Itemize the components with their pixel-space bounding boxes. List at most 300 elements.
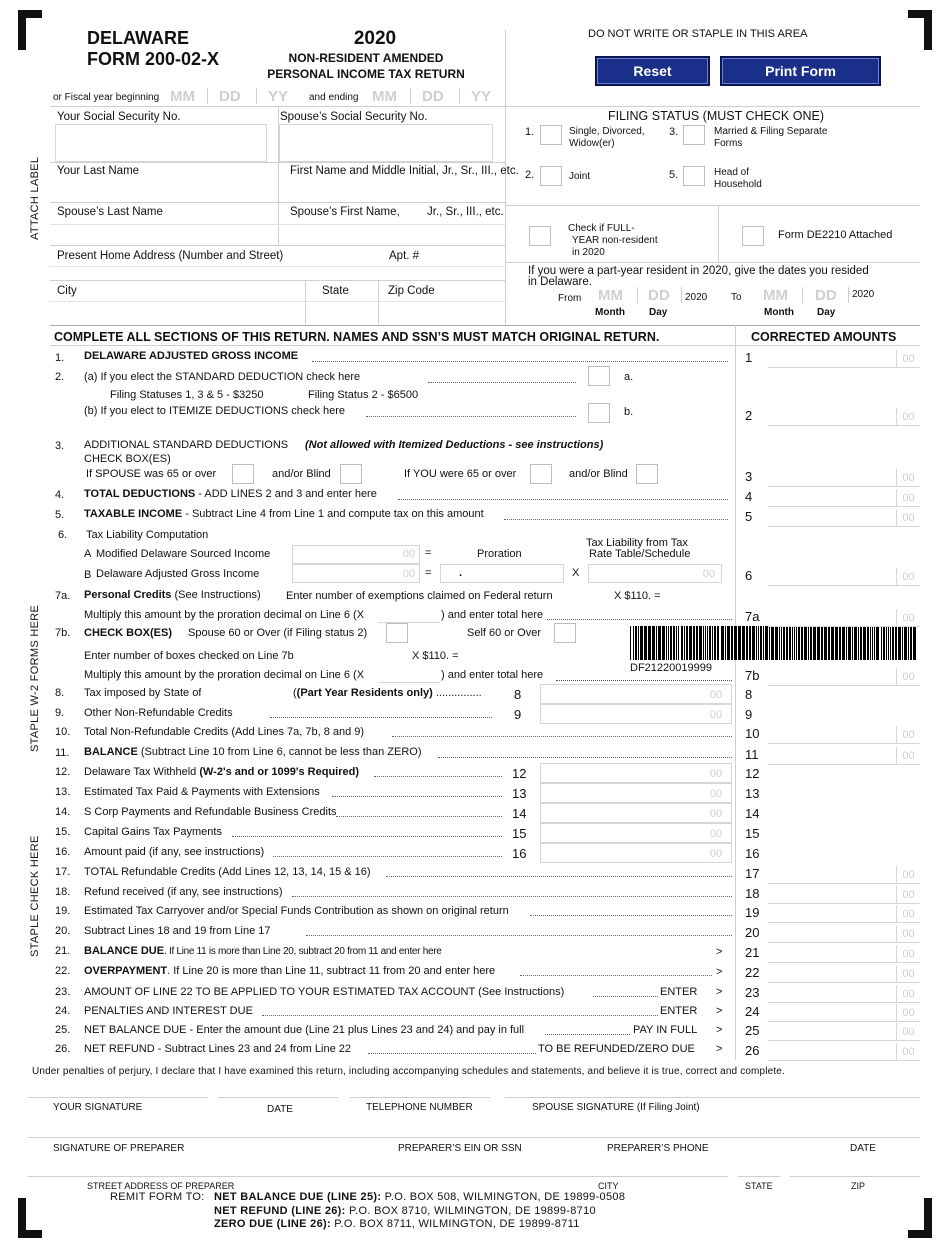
de2210-checkbox[interactable] bbox=[742, 226, 764, 246]
perjury-statement: Under penalties of perjury, I declare that I have examined this return, including accompanying schedules and statements, and believe it is true, correct and complete. bbox=[32, 1066, 785, 1077]
barcode-bar bbox=[792, 626, 793, 660]
barcode-bar bbox=[712, 626, 713, 660]
corrected-line-number: 4 bbox=[745, 489, 753, 504]
grid-line bbox=[718, 205, 719, 262]
standard-deduction-checkbox[interactable] bbox=[588, 366, 610, 386]
part-year-text-2: in Delaware. bbox=[528, 276, 592, 288]
you-65-checkbox[interactable] bbox=[530, 464, 552, 484]
corrected-line-number: 19 bbox=[745, 905, 760, 920]
signature-line bbox=[505, 1097, 920, 1098]
cents-field[interactable]: 00 bbox=[896, 886, 920, 904]
line-25-num: 25. bbox=[55, 1024, 71, 1036]
barcode-bar bbox=[633, 626, 634, 660]
barcode-bar bbox=[810, 626, 812, 660]
line-8-note bbox=[293, 687, 482, 699]
cents-field[interactable]: 00 bbox=[896, 509, 920, 527]
line-6-times: X bbox=[572, 567, 580, 579]
line-6b-letter: B bbox=[84, 569, 92, 581]
line-7a-bold: Personal Credits bbox=[84, 589, 172, 601]
cents-field[interactable]: 00 bbox=[896, 469, 920, 487]
fiscal-divider bbox=[459, 88, 460, 104]
barcode-bar bbox=[714, 626, 716, 660]
leader-dot-line bbox=[593, 996, 658, 997]
corrected-line-number: 3 bbox=[745, 469, 753, 484]
leader-dot-line bbox=[366, 416, 576, 417]
spouse-signature-label: SPOUSE SIGNATURE (If Filing Joint) bbox=[532, 1102, 700, 1113]
barcode-bar bbox=[854, 626, 857, 660]
line-10-num: 10. bbox=[55, 726, 71, 738]
corrected-line-number: 9 bbox=[745, 707, 753, 722]
barcode-bar bbox=[771, 626, 774, 660]
cents-field[interactable]: 00 bbox=[896, 866, 920, 884]
line-6-liability-cents: 00 bbox=[702, 568, 716, 580]
corner-mark-tr-v bbox=[924, 10, 932, 50]
barcode-bar bbox=[786, 626, 788, 660]
line-12-text: Delaware Tax Withheld bbox=[84, 766, 200, 778]
barcode-bar bbox=[908, 626, 909, 660]
line-4-label bbox=[84, 488, 377, 500]
corrected-amount-input[interactable] bbox=[768, 965, 920, 983]
leader-dot-line bbox=[428, 382, 576, 383]
barcode-bar bbox=[876, 626, 879, 660]
line-25-end: PAY IN FULL bbox=[633, 1024, 698, 1036]
line-7a-num: 7a. bbox=[55, 590, 71, 602]
line-18-num: 18. bbox=[55, 886, 71, 898]
telephone-label: TELEPHONE NUMBER bbox=[366, 1102, 473, 1113]
barcode-bar bbox=[676, 626, 677, 660]
from-label: From bbox=[558, 293, 582, 304]
leader-dot-line bbox=[547, 619, 732, 620]
fiscal-end-dd[interactable]: DD bbox=[422, 88, 444, 105]
leader-dot-line bbox=[520, 975, 712, 976]
corrected-amount-input[interactable] bbox=[768, 668, 920, 686]
barcode-bar bbox=[742, 626, 745, 660]
grid-line bbox=[50, 280, 505, 281]
barcode-bar bbox=[796, 626, 797, 660]
line-26-num: 26. bbox=[55, 1043, 71, 1055]
corrected-amount-input[interactable] bbox=[768, 408, 920, 426]
from-day[interactable]: DD bbox=[648, 287, 670, 304]
subtotal-line-number: 13 bbox=[512, 786, 527, 801]
preparer-signature-label: SIGNATURE OF PREPARER bbox=[53, 1143, 185, 1154]
cents-field[interactable]: 00 bbox=[709, 709, 723, 721]
spouse-blind-checkbox[interactable] bbox=[340, 464, 362, 484]
line-24-label: PENALTIES AND INTEREST DUE bbox=[84, 1005, 253, 1017]
barcode-bar bbox=[890, 626, 891, 660]
grid-line bbox=[50, 325, 920, 326]
line-4-bold: TOTAL DEDUCTIONS bbox=[84, 488, 196, 500]
subtotal-amount-input[interactable] bbox=[540, 704, 732, 724]
corrected-amount-input[interactable] bbox=[768, 1023, 920, 1041]
corrected-amount-input[interactable] bbox=[768, 866, 920, 884]
fiscal-begin-dd[interactable]: DD bbox=[219, 88, 241, 105]
line-26-label: NET REFUND - Subtract Lines 23 and 24 from Line 22 bbox=[84, 1043, 351, 1055]
date-divider bbox=[681, 287, 682, 303]
first-name-input[interactable] bbox=[280, 180, 504, 202]
line-7b-dots bbox=[556, 680, 732, 681]
corner-mark-tl-v bbox=[18, 10, 26, 50]
arrow-25: > bbox=[716, 1024, 723, 1036]
cents-field[interactable]: 00 bbox=[896, 945, 920, 963]
corrected-amount-input[interactable] bbox=[768, 1043, 920, 1061]
spouse-ssn-label: Spouse’s Social Security No. bbox=[280, 111, 428, 123]
cents-field[interactable]: 00 bbox=[896, 350, 920, 368]
line-7b-num: 7b. bbox=[55, 627, 71, 639]
barcode-bar bbox=[828, 626, 830, 660]
leader-dot-line bbox=[232, 836, 502, 837]
subtotal-line-number: 15 bbox=[512, 826, 527, 841]
leader-dot-line bbox=[336, 816, 502, 817]
fiscal-begin-yy[interactable]: YY bbox=[268, 88, 289, 105]
spouse-ssn-input[interactable] bbox=[279, 124, 493, 162]
barcode-bar bbox=[779, 626, 780, 660]
line-7a-see: (See Instructions) bbox=[171, 589, 261, 601]
subtotal-amount-input[interactable] bbox=[540, 823, 732, 843]
corrected-amount-input[interactable] bbox=[768, 925, 920, 943]
cents-field[interactable]: 00 bbox=[896, 609, 920, 627]
leader-dot-line bbox=[392, 736, 732, 737]
remit-3-addr: P.O. BOX 8711, WILMINGTON, DE 19899-8711 bbox=[330, 1218, 580, 1230]
subtotal-amount-input[interactable] bbox=[540, 763, 732, 783]
grid-line bbox=[50, 106, 920, 107]
self-60-checkbox[interactable] bbox=[554, 623, 576, 643]
filing-opt5-label: Head of bbox=[714, 167, 750, 178]
cents-field[interactable]: 00 bbox=[896, 1043, 920, 1061]
line-5-rest: - Subtract Line 4 from Line 1 and compute tax on this amount bbox=[182, 508, 484, 520]
filing-status-5-checkbox[interactable] bbox=[683, 166, 705, 186]
corrected-line-number: 1 bbox=[745, 350, 753, 365]
line-6a-label: Modified Delaware Sourced Income bbox=[96, 548, 271, 560]
staple-check-side: STAPLE CHECK HERE bbox=[29, 835, 41, 957]
zip-footer-label: ZIP bbox=[851, 1181, 866, 1191]
cents-field[interactable]: 00 bbox=[896, 965, 920, 983]
corrected-amount-input[interactable] bbox=[768, 489, 920, 507]
itemize-deductions-checkbox[interactable] bbox=[588, 403, 610, 423]
line-7b-times: X $110. = bbox=[412, 650, 459, 662]
barcode-bar bbox=[798, 626, 800, 660]
subtotal-amount-input[interactable] bbox=[540, 783, 732, 803]
ssn-input[interactable] bbox=[55, 124, 267, 162]
reset-button[interactable]: Reset bbox=[595, 56, 710, 86]
spouse-65-checkbox[interactable] bbox=[232, 464, 254, 484]
barcode-bar bbox=[804, 626, 807, 660]
cents-field[interactable]: 00 bbox=[896, 1023, 920, 1041]
cents-field[interactable]: 00 bbox=[896, 905, 920, 923]
preparer-date-label: DATE bbox=[850, 1143, 876, 1154]
line-5-num: 5. bbox=[55, 509, 65, 521]
subtotal-amount-input[interactable] bbox=[540, 684, 732, 704]
fiscal-begin-mm[interactable]: MM bbox=[170, 88, 195, 105]
barcode-bar bbox=[846, 626, 847, 660]
line-11-bold: BALANCE bbox=[84, 746, 138, 758]
proration-decimal-point: . bbox=[459, 567, 463, 579]
cents-field[interactable]: 00 bbox=[709, 848, 723, 860]
remit-3-bold: ZERO DUE (LINE 26): bbox=[214, 1218, 331, 1230]
barcode-bar bbox=[801, 626, 803, 660]
form-number: FORM 200-02-X bbox=[87, 49, 220, 69]
line-7b-multiply: Multiply this amount by the proration decimal on Line 6 (X bbox=[84, 669, 365, 681]
line-23-label: AMOUNT OF LINE 22 TO BE APPLIED TO YOUR ESTIMATED TAX ACCOUNT (See Instructions) bbox=[84, 986, 565, 998]
line-10-label: Total Non-Refundable Credits (Add Lines 7a, 7b, 8 and 9) bbox=[84, 726, 365, 738]
barcode-bar bbox=[808, 626, 809, 660]
corrected-line-number: 14 bbox=[745, 806, 760, 821]
line-21-label bbox=[84, 945, 714, 957]
barcode-bar bbox=[758, 626, 759, 660]
grid-line bbox=[50, 202, 505, 203]
line-16-num: 16. bbox=[55, 846, 71, 858]
cents-field[interactable]: 00 bbox=[709, 768, 723, 780]
barcode-bar bbox=[734, 626, 737, 660]
to-day-caption: Day bbox=[817, 307, 836, 318]
line-3-you-65: If YOU were 65 or over bbox=[404, 468, 517, 480]
filing-opt2-label: Joint bbox=[569, 171, 591, 182]
to-month-caption: Month bbox=[764, 307, 794, 318]
full-year-label-3: in 2020 bbox=[572, 247, 605, 258]
corrected-line-number: 18 bbox=[745, 886, 760, 901]
corrected-amount-input[interactable] bbox=[768, 945, 920, 963]
corrected-amount-input[interactable] bbox=[768, 509, 920, 527]
line-6-proration: Proration bbox=[477, 548, 522, 560]
filing-opt5-label-b: Household bbox=[714, 179, 762, 190]
you-blind-checkbox[interactable] bbox=[636, 464, 658, 484]
fiscal-end-yy[interactable]: YY bbox=[471, 88, 492, 105]
line-21-rest: . If Line 11 is more than Line 20, subtract 20 from 11 and enter here bbox=[164, 946, 442, 957]
column-divider bbox=[735, 325, 736, 1060]
corrected-line-number: 22 bbox=[745, 965, 760, 980]
preparer-ein-label: PREPARER’S EIN OR SSN bbox=[398, 1143, 522, 1154]
barcode-bar bbox=[848, 626, 851, 660]
corrected-amount-input[interactable] bbox=[768, 905, 920, 923]
line-21-bold: BALANCE DUE bbox=[84, 945, 165, 957]
corrected-amount-input[interactable] bbox=[768, 350, 920, 368]
barcode-bar bbox=[913, 626, 916, 660]
line-7b-label: CHECK BOX(ES) bbox=[84, 627, 173, 639]
barcode-bar bbox=[699, 626, 702, 660]
leader-dot-line bbox=[398, 499, 728, 500]
corrected-line-number: 23 bbox=[745, 985, 760, 1000]
barcode-bar bbox=[658, 626, 661, 660]
barcode-bar bbox=[902, 626, 903, 660]
line-4-rest: - ADD LINES 2 and 3 and enter here bbox=[195, 488, 377, 500]
filing-status-3-checkbox[interactable] bbox=[683, 125, 705, 145]
cents-field[interactable]: 00 bbox=[709, 808, 723, 820]
remit-line-2 bbox=[214, 1205, 596, 1217]
barcode-bar bbox=[648, 626, 651, 660]
line-7b-decimal-input[interactable] bbox=[378, 666, 440, 683]
barcode-bar bbox=[835, 626, 838, 660]
filing-opt3-num: 3. bbox=[669, 126, 679, 138]
line-5-label bbox=[84, 508, 484, 520]
grid-line bbox=[50, 345, 920, 346]
filing-opt1-num: 1. bbox=[525, 126, 535, 138]
line-23-num: 23. bbox=[55, 986, 71, 998]
signature-line bbox=[28, 1097, 208, 1098]
barcode-bar bbox=[673, 626, 675, 660]
barcode-bar bbox=[652, 626, 655, 660]
line-7a-decimal-input[interactable] bbox=[378, 606, 440, 623]
line-8-dots: ............... bbox=[432, 687, 482, 699]
ssn-label: Your Social Security No. bbox=[57, 111, 181, 123]
subtotal-amount-input[interactable] bbox=[540, 803, 732, 823]
grid-line bbox=[50, 162, 505, 163]
form-state: DELAWARE bbox=[87, 28, 190, 48]
line-6-liability-2: Rate Table/Schedule bbox=[589, 548, 691, 560]
barcode-bar bbox=[752, 626, 755, 660]
cents-field[interactable]: 00 bbox=[896, 747, 920, 765]
line-16-label: Amount paid (if any, see instructions) bbox=[84, 846, 265, 858]
de2210-label: Form DE2210 Attached bbox=[778, 229, 893, 241]
form-year: 2020 bbox=[353, 28, 397, 49]
barcode-bar bbox=[760, 626, 762, 660]
barcode-bar bbox=[860, 626, 862, 660]
cents-field[interactable]: 00 bbox=[896, 985, 920, 1003]
corrected-amount-input[interactable] bbox=[768, 568, 920, 586]
filing-opt2-num: 2. bbox=[525, 169, 535, 181]
to-month[interactable]: MM bbox=[763, 287, 788, 304]
spouse-60-checkbox[interactable] bbox=[386, 623, 408, 643]
cents-field[interactable]: 00 bbox=[709, 689, 723, 701]
corrected-amount-input[interactable] bbox=[768, 985, 920, 1003]
corrected-line-number: 12 bbox=[745, 766, 760, 781]
leader-dot-line bbox=[332, 796, 502, 797]
remit-1-bold: NET BALANCE DUE (LINE 25): bbox=[214, 1191, 382, 1203]
from-year: 2020 bbox=[685, 292, 708, 303]
filing-opt3-label: Married & Filing Separate bbox=[714, 126, 828, 137]
to-year: 2020 bbox=[852, 289, 875, 300]
barcode-bar bbox=[892, 626, 894, 660]
barcode-bar bbox=[867, 626, 869, 660]
corrected-amount-input[interactable] bbox=[768, 469, 920, 487]
corrected-line-number: 20 bbox=[745, 925, 760, 940]
line-21-num: 21. bbox=[55, 945, 71, 957]
corrected-line-number: 17 bbox=[745, 866, 760, 881]
filing-opt1-label-b: Widow(er) bbox=[569, 138, 615, 149]
barcode-bar bbox=[783, 626, 785, 660]
barcode-bar bbox=[684, 626, 685, 660]
cents-field[interactable]: 00 bbox=[709, 828, 723, 840]
barcode-bar bbox=[656, 626, 657, 660]
barcode-bar bbox=[670, 626, 672, 660]
line-8-note-bold: (Part Year Residents only) bbox=[296, 687, 433, 699]
line-14-label: S Corp Payments and Refundable Business Credits bbox=[84, 806, 337, 818]
corrected-line-number: 10 bbox=[745, 726, 760, 741]
line-7b-self: Self 60 or Over bbox=[467, 627, 541, 639]
fiscal-ending-label: and ending bbox=[309, 92, 359, 103]
line-6a-equals: = bbox=[425, 547, 432, 559]
subtotal-line-number: 9 bbox=[514, 707, 522, 722]
line-3-spouse-65: If SPOUSE was 65 or over bbox=[86, 468, 217, 480]
subtotal-line-number: 16 bbox=[512, 846, 527, 861]
barcode-bar bbox=[738, 626, 741, 660]
corrected-amount-input[interactable] bbox=[768, 726, 920, 744]
print-form-button[interactable]: Print Form bbox=[720, 56, 881, 86]
barcode-number: DF21220019999 bbox=[630, 662, 712, 674]
full-year-checkbox[interactable] bbox=[529, 226, 551, 246]
corrected-amount-input[interactable] bbox=[768, 747, 920, 765]
subtotal-amount-input[interactable] bbox=[540, 843, 732, 863]
fiscal-divider bbox=[256, 88, 257, 104]
barcode-bar bbox=[839, 626, 841, 660]
arrow-22: > bbox=[716, 966, 723, 978]
corrected-line-number: 16 bbox=[745, 846, 760, 861]
fiscal-end-mm[interactable]: MM bbox=[372, 88, 397, 105]
barcode-bar bbox=[668, 626, 669, 660]
grid-line bbox=[505, 205, 920, 206]
barcode-bar bbox=[881, 626, 882, 660]
staple-w2-side: STAPLE W-2 FORMS HERE bbox=[29, 604, 41, 752]
cents-field[interactable]: 00 bbox=[896, 925, 920, 943]
cents-field[interactable]: 00 bbox=[709, 788, 723, 800]
line-6b-cents: 00 bbox=[402, 568, 416, 580]
barcode-bar bbox=[638, 626, 639, 660]
barcode bbox=[630, 626, 918, 660]
barcode-bar bbox=[775, 626, 778, 660]
cents-field[interactable]: 00 bbox=[896, 568, 920, 586]
grid-line bbox=[50, 266, 505, 267]
line-9-label: Other Non-Refundable Credits bbox=[84, 707, 233, 719]
cents-field[interactable]: 00 bbox=[896, 726, 920, 744]
corrected-line-number: 7b bbox=[745, 668, 760, 683]
last-name-input[interactable] bbox=[52, 180, 277, 202]
line-6-label: Tax Liability Computation bbox=[86, 529, 209, 541]
grid-line bbox=[278, 106, 279, 246]
filing-status-2-checkbox[interactable] bbox=[540, 166, 562, 186]
corner-mark-bl-v bbox=[18, 1198, 26, 1238]
line-20-num: 20. bbox=[55, 925, 71, 937]
last-name-label: Your Last Name bbox=[57, 165, 140, 177]
header-divider bbox=[505, 30, 506, 325]
leader-dot-line bbox=[386, 876, 732, 877]
from-month[interactable]: MM bbox=[598, 287, 623, 304]
date-divider bbox=[848, 287, 849, 303]
barcode-bar bbox=[705, 626, 706, 660]
barcode-bar bbox=[707, 626, 708, 660]
line-24-end: ENTER bbox=[660, 1005, 698, 1017]
remit-label: REMIT FORM TO: bbox=[110, 1191, 205, 1203]
cents-field[interactable]: 00 bbox=[896, 408, 920, 426]
subtotal-line-number: 8 bbox=[514, 687, 522, 702]
leader-dot-line bbox=[374, 776, 502, 777]
barcode-bar bbox=[794, 626, 795, 660]
corrected-amount-input[interactable] bbox=[768, 609, 920, 627]
corrected-amount-input[interactable] bbox=[768, 886, 920, 904]
corrected-amount-input[interactable] bbox=[768, 1004, 920, 1022]
cents-field[interactable]: 00 bbox=[896, 668, 920, 686]
cents-field[interactable]: 00 bbox=[896, 489, 920, 507]
leader-dot-line bbox=[438, 757, 732, 758]
line-23-end: ENTER bbox=[660, 986, 698, 998]
street-address-label: STREET ADDRESS OF PREPARER bbox=[87, 1181, 235, 1191]
line-2-statuses: Filing Statuses 1, 3 & 5 - $3250 bbox=[110, 389, 264, 401]
from-day-caption: Day bbox=[649, 307, 668, 318]
arrow-24: > bbox=[716, 1005, 723, 1017]
subtotal-line-number: 14 bbox=[512, 806, 527, 821]
barcode-bar bbox=[858, 626, 859, 660]
remit-2-addr: P.O. BOX 8710, WILMINGTON, DE 19899-8710 bbox=[345, 1205, 596, 1217]
line-3-you-blind: and/or Blind bbox=[569, 468, 628, 480]
corrected-line-number: 5 bbox=[745, 509, 753, 524]
corrected-line-number: 26 bbox=[745, 1043, 760, 1058]
to-day[interactable]: DD bbox=[815, 287, 837, 304]
barcode-bar bbox=[721, 626, 724, 660]
grid-line bbox=[505, 262, 920, 263]
cents-field[interactable]: 00 bbox=[896, 1004, 920, 1022]
barcode-bar bbox=[640, 626, 643, 660]
signature-line bbox=[738, 1176, 780, 1177]
line-1-label: DELAWARE ADJUSTED GROSS INCOME bbox=[84, 350, 299, 362]
filing-status-1-checkbox[interactable] bbox=[540, 125, 562, 145]
barcode-bar bbox=[863, 626, 866, 660]
